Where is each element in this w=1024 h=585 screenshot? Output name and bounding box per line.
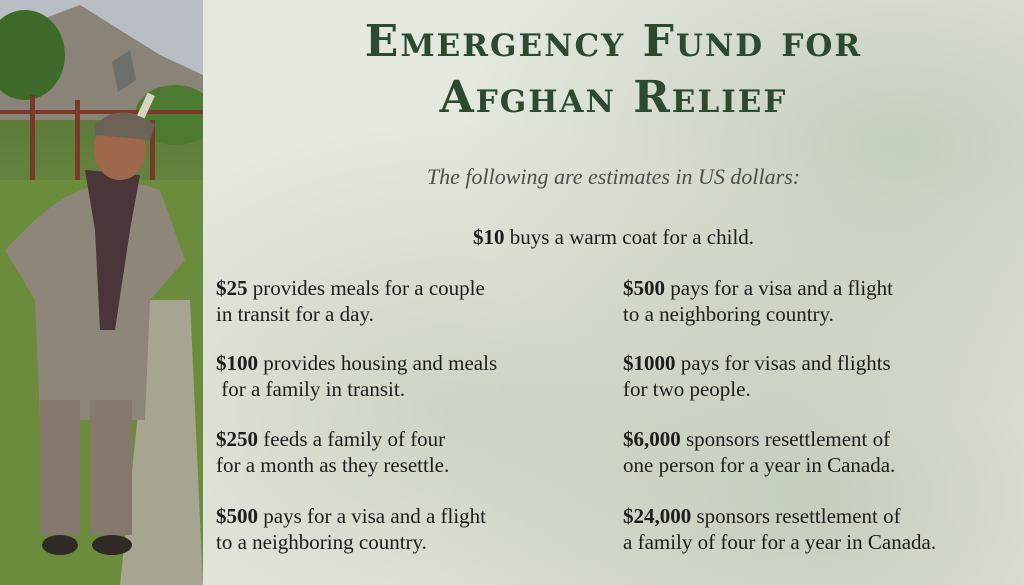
title-line-2: Afghan Relief: [439, 72, 788, 123]
list-item: [216, 350, 497, 402]
photo-illustration: [0, 0, 203, 585]
item-line: for a family in transit.: [216, 377, 405, 401]
lead-amount: $10: [472, 225, 505, 249]
item-line: for a month as they resettle.: [216, 453, 450, 477]
content-panel: [203, 0, 1024, 585]
amount: $24,000: [623, 504, 692, 528]
amount: $1000: [623, 351, 676, 375]
amount: $500: [216, 504, 258, 528]
item-line: provides meals for a couple: [247, 276, 485, 300]
lead-text: buys a warm coat for a child.: [504, 225, 755, 249]
item-line: feeds a family of four: [258, 427, 446, 451]
list-item: [216, 275, 485, 327]
list-item: [623, 275, 893, 327]
item-line: pays for visas and flights: [675, 351, 891, 375]
item-line: in transit for a day.: [216, 302, 374, 326]
item-line: a family of four for a year in Canada.: [623, 530, 937, 554]
item-line: pays for a visa and a flight: [258, 504, 487, 528]
item-line: to a neighboring country.: [216, 530, 427, 554]
list-item: [623, 350, 891, 402]
item-line: sponsors resettlement of: [680, 427, 891, 451]
amount: $100: [216, 351, 258, 375]
list-item: [216, 426, 449, 478]
list-item: [623, 426, 895, 478]
item-line: sponsors resettlement of: [691, 504, 901, 528]
amount: $25: [216, 276, 248, 300]
photo-afghan-man: [0, 0, 203, 585]
amount: $6,000: [623, 427, 681, 451]
item-line: for two people.: [623, 377, 751, 401]
item-line: provides housing and meals: [258, 351, 498, 375]
amount: $500: [623, 276, 665, 300]
subtitle: The following are estimates in US dollars:: [426, 164, 801, 189]
lead-item: [203, 225, 1024, 250]
item-line: to a neighboring country.: [623, 302, 834, 326]
item-line: one person for a year in Canada.: [623, 453, 896, 477]
list-item: [216, 503, 486, 555]
list-item: [623, 503, 936, 555]
amount: $250: [216, 427, 258, 451]
item-line: pays for a visa and a flight: [665, 276, 894, 300]
title-line-1: Emergency Fund for: [364, 16, 863, 67]
